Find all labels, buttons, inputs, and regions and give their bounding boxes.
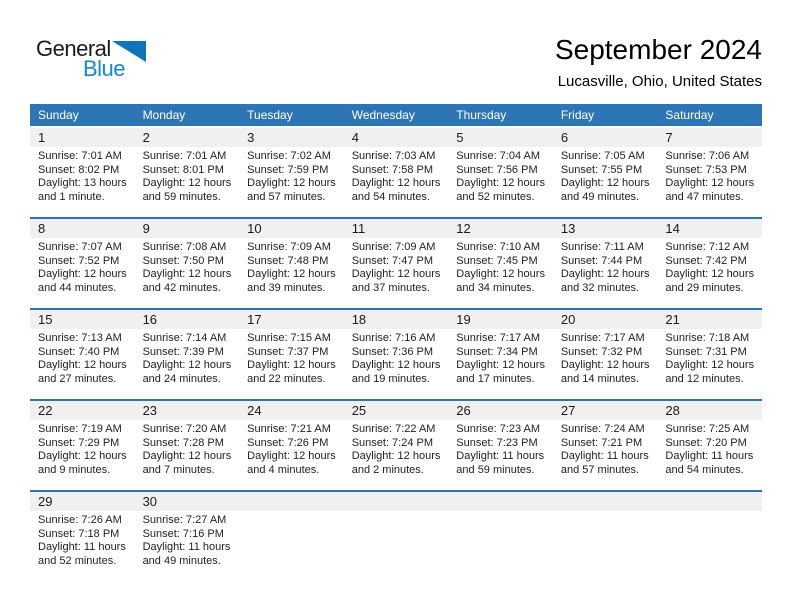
week-body [30,238,762,295]
empty-day-cell [553,511,658,568]
daylight-line-1: Daylight: 12 hours [38,268,127,280]
day-cell [135,329,240,386]
day-number: 15 [38,312,53,327]
daylight-line-1: Daylight: 13 hours [38,177,127,189]
daylight-line-2: and 4 minutes. [247,463,320,476]
day-number: 16 [142,312,158,327]
empty-day-number [553,492,658,511]
day-number: 5 [456,130,464,145]
daylight-line-1: Daylight: 11 hours [142,541,231,553]
day-number: 4 [351,130,359,145]
daylight-line-1: Daylight: 12 hours [351,177,441,189]
daylight-line-2: and 52 minutes. [38,554,117,567]
daylight-line-1: Daylight: 12 hours [560,177,650,189]
day-cell [239,329,344,386]
sunset-line: Sunset: 7:52 PM [38,254,120,267]
sunset-line: Sunset: 7:34 PM [456,345,538,358]
empty-day-number [344,492,449,511]
week-row-3 [30,308,762,386]
sunset-line: Sunset: 7:36 PM [351,345,434,358]
sunset-line: Sunset: 7:29 PM [38,436,120,449]
sunset-line: Sunset: 7:58 PM [351,163,434,176]
general-blue-logo [36,38,166,80]
sunset-line: Sunset: 7:18 PM [38,527,120,540]
sunrise-line: Sunrise: 7:22 AM [351,423,436,435]
day-number-band [30,128,762,147]
daylight-line-2: and 17 minutes. [456,372,535,385]
day-number: 29 [38,494,53,509]
day-cell [135,420,240,477]
day-cell [239,238,344,295]
daylight-line-2: and 59 minutes. [142,190,221,203]
day-number: 1 [38,130,46,145]
empty-day-cell [239,511,344,568]
week-row-2 [30,217,762,295]
daylight-line-2: and 47 minutes. [665,190,744,203]
day-cell [553,238,658,295]
week-row-5 [30,490,762,568]
weekday-header-wednesday: Wednesday [351,108,415,122]
day-cell [448,147,553,204]
daylight-line-1: Daylight: 11 hours [456,450,545,462]
sunset-line: Sunset: 7:42 PM [665,254,747,267]
sunrise-line: Sunrise: 7:15 AM [247,332,331,344]
day-number: 2 [142,130,150,145]
daylight-line-1: Daylight: 12 hours [351,359,441,371]
daylight-line-2: and 34 minutes. [456,281,535,294]
sunrise-line: Sunrise: 7:18 AM [665,332,750,344]
daylight-line-1: Daylight: 12 hours [247,359,336,371]
day-number: 19 [456,312,471,327]
sunrise-line: Sunrise: 7:01 AM [38,150,122,162]
sunrise-line: Sunrise: 7:09 AM [247,241,331,253]
day-number-band [30,401,762,420]
daylight-line-1: Daylight: 12 hours [665,177,755,189]
day-cell [657,329,762,386]
weekday-header-thursday: Thursday [456,108,507,122]
day-number: 23 [142,403,158,418]
sunrise-line: Sunrise: 7:14 AM [142,332,227,344]
day-cell [553,420,658,477]
sunrise-line: Sunrise: 7:08 AM [142,241,227,253]
day-number-band [30,310,762,329]
daylight-line-1: Daylight: 12 hours [456,268,545,280]
sunset-line: Sunset: 7:40 PM [38,345,120,358]
sunrise-line: Sunrise: 7:09 AM [351,241,436,253]
page-title: September 2024 [554,34,762,65]
empty-day-cell [344,511,449,568]
day-number: 13 [560,221,576,236]
day-number: 17 [247,312,262,327]
day-number: 12 [456,221,471,236]
daylight-line-1: Daylight: 12 hours [560,359,650,371]
daylight-line-1: Daylight: 12 hours [247,268,336,280]
day-number: 22 [38,403,53,418]
sunrise-line: Sunrise: 7:20 AM [142,423,227,435]
day-cell [553,329,658,386]
daylight-line-1: Daylight: 11 hours [38,541,126,553]
daylight-line-1: Daylight: 12 hours [142,268,232,280]
daylight-line-2: and 9 minutes. [38,463,111,476]
day-number: 10 [247,221,262,236]
sunrise-line: Sunrise: 7:12 AM [665,241,750,253]
day-cell [30,238,135,295]
sunset-line: Sunset: 7:53 PM [665,163,747,176]
sunrise-line: Sunrise: 7:24 AM [560,423,645,435]
sunrise-line: Sunrise: 7:25 AM [665,423,750,435]
daylight-line-2: and 27 minutes. [38,372,117,385]
week-body [30,511,762,568]
sunset-line: Sunset: 7:44 PM [560,254,643,267]
day-cell [448,238,553,295]
day-number: 24 [247,403,262,418]
day-cell [344,329,449,386]
day-cell [344,147,449,204]
sunset-line: Sunset: 7:50 PM [142,254,224,267]
daylight-line-2: and 54 minutes. [351,190,430,203]
day-cell [30,511,135,568]
sunrise-line: Sunrise: 7:04 AM [456,150,541,162]
daylight-line-2: and 12 minutes. [665,372,744,385]
sunrise-line: Sunrise: 7:02 AM [247,150,331,162]
daylight-line-2: and 39 minutes. [247,281,326,294]
sunrise-line: Sunrise: 7:27 AM [142,514,227,526]
day-number: 8 [38,221,46,236]
daylight-line-1: Daylight: 12 hours [560,268,650,280]
weekday-header-monday: Monday [142,108,186,122]
day-cell [135,238,240,295]
daylight-line-2: and 2 minutes. [351,463,424,476]
day-cell [30,147,135,204]
empty-day-cell [448,511,553,568]
daylight-line-2: and 7 minutes. [142,463,215,476]
logo-word-general: General [36,36,111,61]
daylight-line-2: and 44 minutes. [38,281,117,294]
sunset-line: Sunset: 7:21 PM [560,436,643,449]
daylight-line-2: and 1 minute. [38,190,105,203]
daylight-line-2: and 24 minutes. [142,372,221,385]
daylight-line-1: Daylight: 12 hours [665,359,755,371]
day-number: 7 [665,130,673,145]
sunset-line: Sunset: 7:45 PM [456,254,538,267]
sunrise-line: Sunrise: 7:23 AM [456,423,541,435]
day-number: 25 [351,403,367,418]
sunset-line: Sunset: 7:37 PM [247,345,329,358]
week-body [30,329,762,386]
sunset-line: Sunset: 7:39 PM [142,345,224,358]
sunrise-line: Sunrise: 7:03 AM [351,150,436,162]
daylight-line-2: and 22 minutes. [247,372,326,385]
daylight-line-2: and 57 minutes. [560,463,640,476]
daylight-line-2: and 49 minutes. [560,190,640,203]
daylight-line-1: Daylight: 12 hours [142,177,232,189]
daylight-line-2: and 49 minutes. [142,554,221,567]
daylight-line-1: Daylight: 11 hours [665,450,754,462]
sunrise-line: Sunrise: 7:10 AM [456,241,541,253]
day-cell [553,147,658,204]
daylight-line-2: and 37 minutes. [351,281,430,294]
title-block [555,34,762,90]
daylight-line-1: Daylight: 12 hours [351,268,441,280]
daylight-line-2: and 32 minutes. [560,281,640,294]
calendar-table [30,104,762,568]
daylight-line-1: Daylight: 12 hours [247,177,336,189]
sunset-line: Sunset: 7:24 PM [351,436,434,449]
day-cell [30,420,135,477]
sunrise-line: Sunrise: 7:17 AM [456,332,541,344]
daylight-line-2: and 52 minutes. [456,190,535,203]
day-number: 27 [560,403,576,418]
day-cell [448,420,553,477]
weekday-header-row [30,104,762,126]
day-cell [657,420,762,477]
day-number: 3 [247,130,255,145]
sunset-line: Sunset: 7:47 PM [351,254,434,267]
sunset-line: Sunset: 7:32 PM [560,345,643,358]
sunset-line: Sunset: 7:26 PM [247,436,329,449]
location-subtitle: Lucasville, Ohio, United States [557,73,762,91]
day-number-band [30,219,762,238]
sunset-line: Sunset: 8:02 PM [38,163,120,176]
sunrise-line: Sunrise: 7:07 AM [38,241,122,253]
day-cell [239,147,344,204]
sunset-line: Sunset: 7:48 PM [247,254,329,267]
daylight-line-2: and 59 minutes. [456,463,535,476]
day-cell [135,511,240,568]
weekday-header-saturday: Saturday [665,108,714,122]
week-body [30,147,762,204]
day-number: 26 [456,403,471,418]
sunrise-line: Sunrise: 7:19 AM [38,423,122,435]
daylight-line-1: Daylight: 12 hours [38,450,127,462]
sunrise-line: Sunrise: 7:05 AM [560,150,645,162]
daylight-line-1: Daylight: 12 hours [665,268,755,280]
daylight-line-2: and 42 minutes. [142,281,221,294]
day-cell [344,420,449,477]
day-cell [135,147,240,204]
daylight-line-1: Daylight: 12 hours [142,450,232,462]
empty-day-cell [657,511,762,568]
sunset-line: Sunset: 7:55 PM [560,163,643,176]
sunset-line: Sunset: 7:31 PM [665,345,747,358]
day-number: 20 [560,312,576,327]
daylight-line-1: Daylight: 12 hours [351,450,441,462]
sunrise-line: Sunrise: 7:17 AM [560,332,645,344]
daylight-line-2: and 57 minutes. [247,190,326,203]
week-row-4 [30,399,762,477]
day-number: 14 [665,221,680,236]
day-number: 21 [665,312,680,327]
empty-day-number [657,492,762,511]
weekday-header-friday: Friday [560,108,595,122]
day-cell [448,329,553,386]
sunrise-line: Sunrise: 7:26 AM [38,514,122,526]
daylight-line-1: Daylight: 12 hours [456,177,545,189]
weekday-header-sunday: Sunday [38,108,79,122]
sunset-line: Sunset: 7:28 PM [142,436,224,449]
sunrise-line: Sunrise: 7:16 AM [351,332,436,344]
sunset-line: Sunset: 7:23 PM [456,436,538,449]
calendar-weeks [30,126,762,568]
day-cell [657,238,762,295]
daylight-line-1: Daylight: 12 hours [456,359,545,371]
day-number: 28 [665,403,680,418]
sunset-line: Sunset: 7:56 PM [456,163,538,176]
week-row-1 [30,126,762,204]
daylight-line-1: Daylight: 11 hours [560,450,649,462]
daylight-line-2: and 19 minutes. [351,372,430,385]
sunset-line: Sunset: 7:59 PM [247,163,329,176]
day-cell [344,238,449,295]
day-cell [239,420,344,477]
day-number: 9 [142,221,150,236]
logo-word-blue: Blue [83,56,126,81]
empty-day-number [448,492,553,511]
sunrise-line: Sunrise: 7:13 AM [38,332,122,344]
day-number: 6 [560,130,569,145]
daylight-line-1: Daylight: 12 hours [38,359,127,371]
sunset-line: Sunset: 8:01 PM [142,163,224,176]
daylight-line-2: and 29 minutes. [665,281,744,294]
day-number-band [30,492,762,511]
daylight-line-1: Daylight: 12 hours [142,359,232,371]
weekday-header-tuesday: Tuesday [247,108,293,122]
daylight-line-2: and 14 minutes. [560,372,640,385]
sunset-line: Sunset: 7:16 PM [142,527,224,540]
sunrise-line: Sunrise: 7:01 AM [142,150,227,162]
day-cell [657,147,762,204]
day-cell [30,329,135,386]
sunrise-line: Sunrise: 7:21 AM [247,423,331,435]
day-number: 30 [142,494,158,509]
sunrise-line: Sunrise: 7:06 AM [665,150,750,162]
day-number: 18 [351,312,367,327]
empty-day-number [239,492,344,511]
daylight-line-1: Daylight: 12 hours [247,450,336,462]
sunrise-line: Sunrise: 7:11 AM [560,241,644,253]
week-body [30,420,762,477]
day-number: 11 [351,221,366,236]
sunset-line: Sunset: 7:20 PM [665,436,747,449]
daylight-line-2: and 54 minutes. [665,463,744,476]
